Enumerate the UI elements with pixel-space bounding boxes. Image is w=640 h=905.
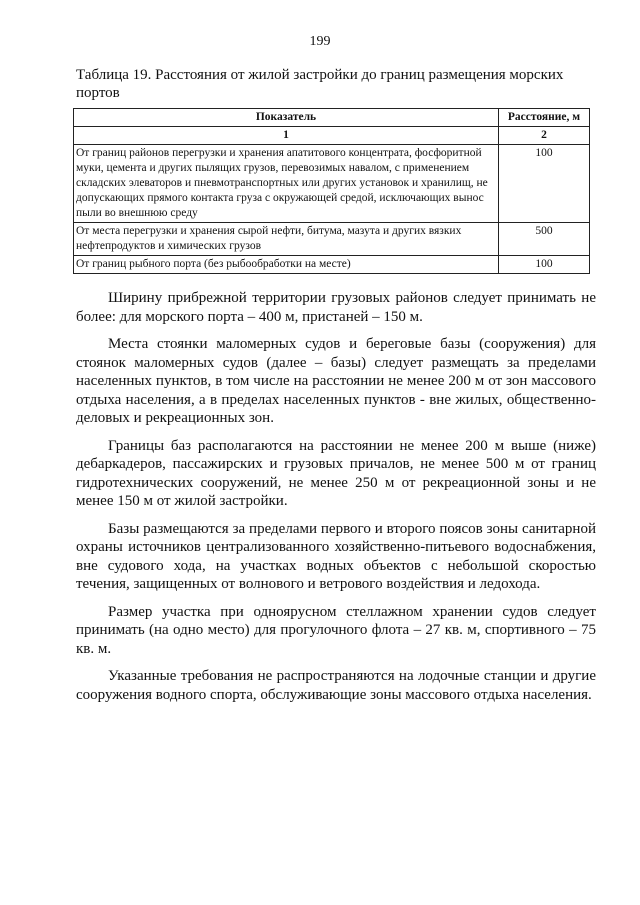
table-caption: Таблица 19. Расстояния от жилой застройки до границ размещения морских портов (76, 67, 564, 101)
row-distance: 100 (499, 256, 590, 274)
table-header-row (74, 109, 590, 127)
row-distance: 100 (499, 145, 590, 223)
paragraph: Базы размещаются за пределами первого и второго поясов зоны санитарной охраны источников централизованного хозяйственно-питьевого водоснабжения, вне судового хода, на участках водных объектов с небольшой скоростью течения, защищенных от волнового и ветрового воздействия и ледохода. (76, 520, 596, 592)
table-row (74, 145, 590, 223)
column-number-2: 2 (499, 127, 590, 145)
header-distance: Расстояние, м (499, 109, 590, 127)
column-number-row (74, 127, 590, 145)
page-number: 199 (309, 34, 331, 49)
paragraph: Указанные требования не распространяются на лодочные станции и другие сооружения водного спорта, обслуживающие зоны массового отдыха населения. (76, 668, 596, 703)
header-indicator: Показатель (74, 109, 499, 127)
paragraph: Ширину прибрежной территории грузовых районов следует принимать не более: для морского порта – 400 м, пристаней – 150 м. (76, 290, 596, 325)
paragraph: Размер участка при одноярусном стеллажном хранении судов следует принимать (на одно место) для прогулочного флота – 27 кв. м, спортивного – 75 кв. м. (76, 603, 596, 657)
row-distance: 500 (499, 223, 590, 256)
table-row (74, 223, 590, 256)
paragraph: Места стоянки маломерных судов и береговые базы (сооружения) для стоянок маломерных судов (далее – базы) следует размещать за пределами населенных пунктов, в том числе на расстоянии не менее 200 м от зон массового отдыха населения, а в пределах населенных пунктов - вне жилых, общественно-деловых и рекреационных зон. (76, 336, 596, 426)
row-indicator: От границ рыбного порта (без рыбообработки на месте) (74, 256, 499, 274)
body-text (76, 289, 596, 713)
column-number-1: 1 (74, 127, 499, 145)
row-indicator: От границ районов перегрузки и хранения апатитового концентрата, фосфоритной муки, цемента и других пылящих грузов, перевозимых навалом, с применением складских элеваторов и пневмотранспортных или других установок и хранилищ, не допускающих прямого контакта груза с окружающей средой, исключающих вынос пыли во внешнюю среду (74, 145, 499, 223)
row-indicator: От места перегрузки и хранения сырой нефти, битума, мазута и других вязких нефтепродуктов и химических грузов (74, 223, 499, 256)
paragraph: Границы баз располагаются на расстоянии не менее 200 м выше (ниже) дебаркадеров, пассажирских и грузовых причалов, не менее 500 м от границ гидротехнических сооружений, не менее 250 м от рекреационной зоны и не менее 150 м от жилой застройки. (76, 437, 596, 509)
table-row (74, 256, 590, 274)
distance-table (73, 108, 590, 274)
